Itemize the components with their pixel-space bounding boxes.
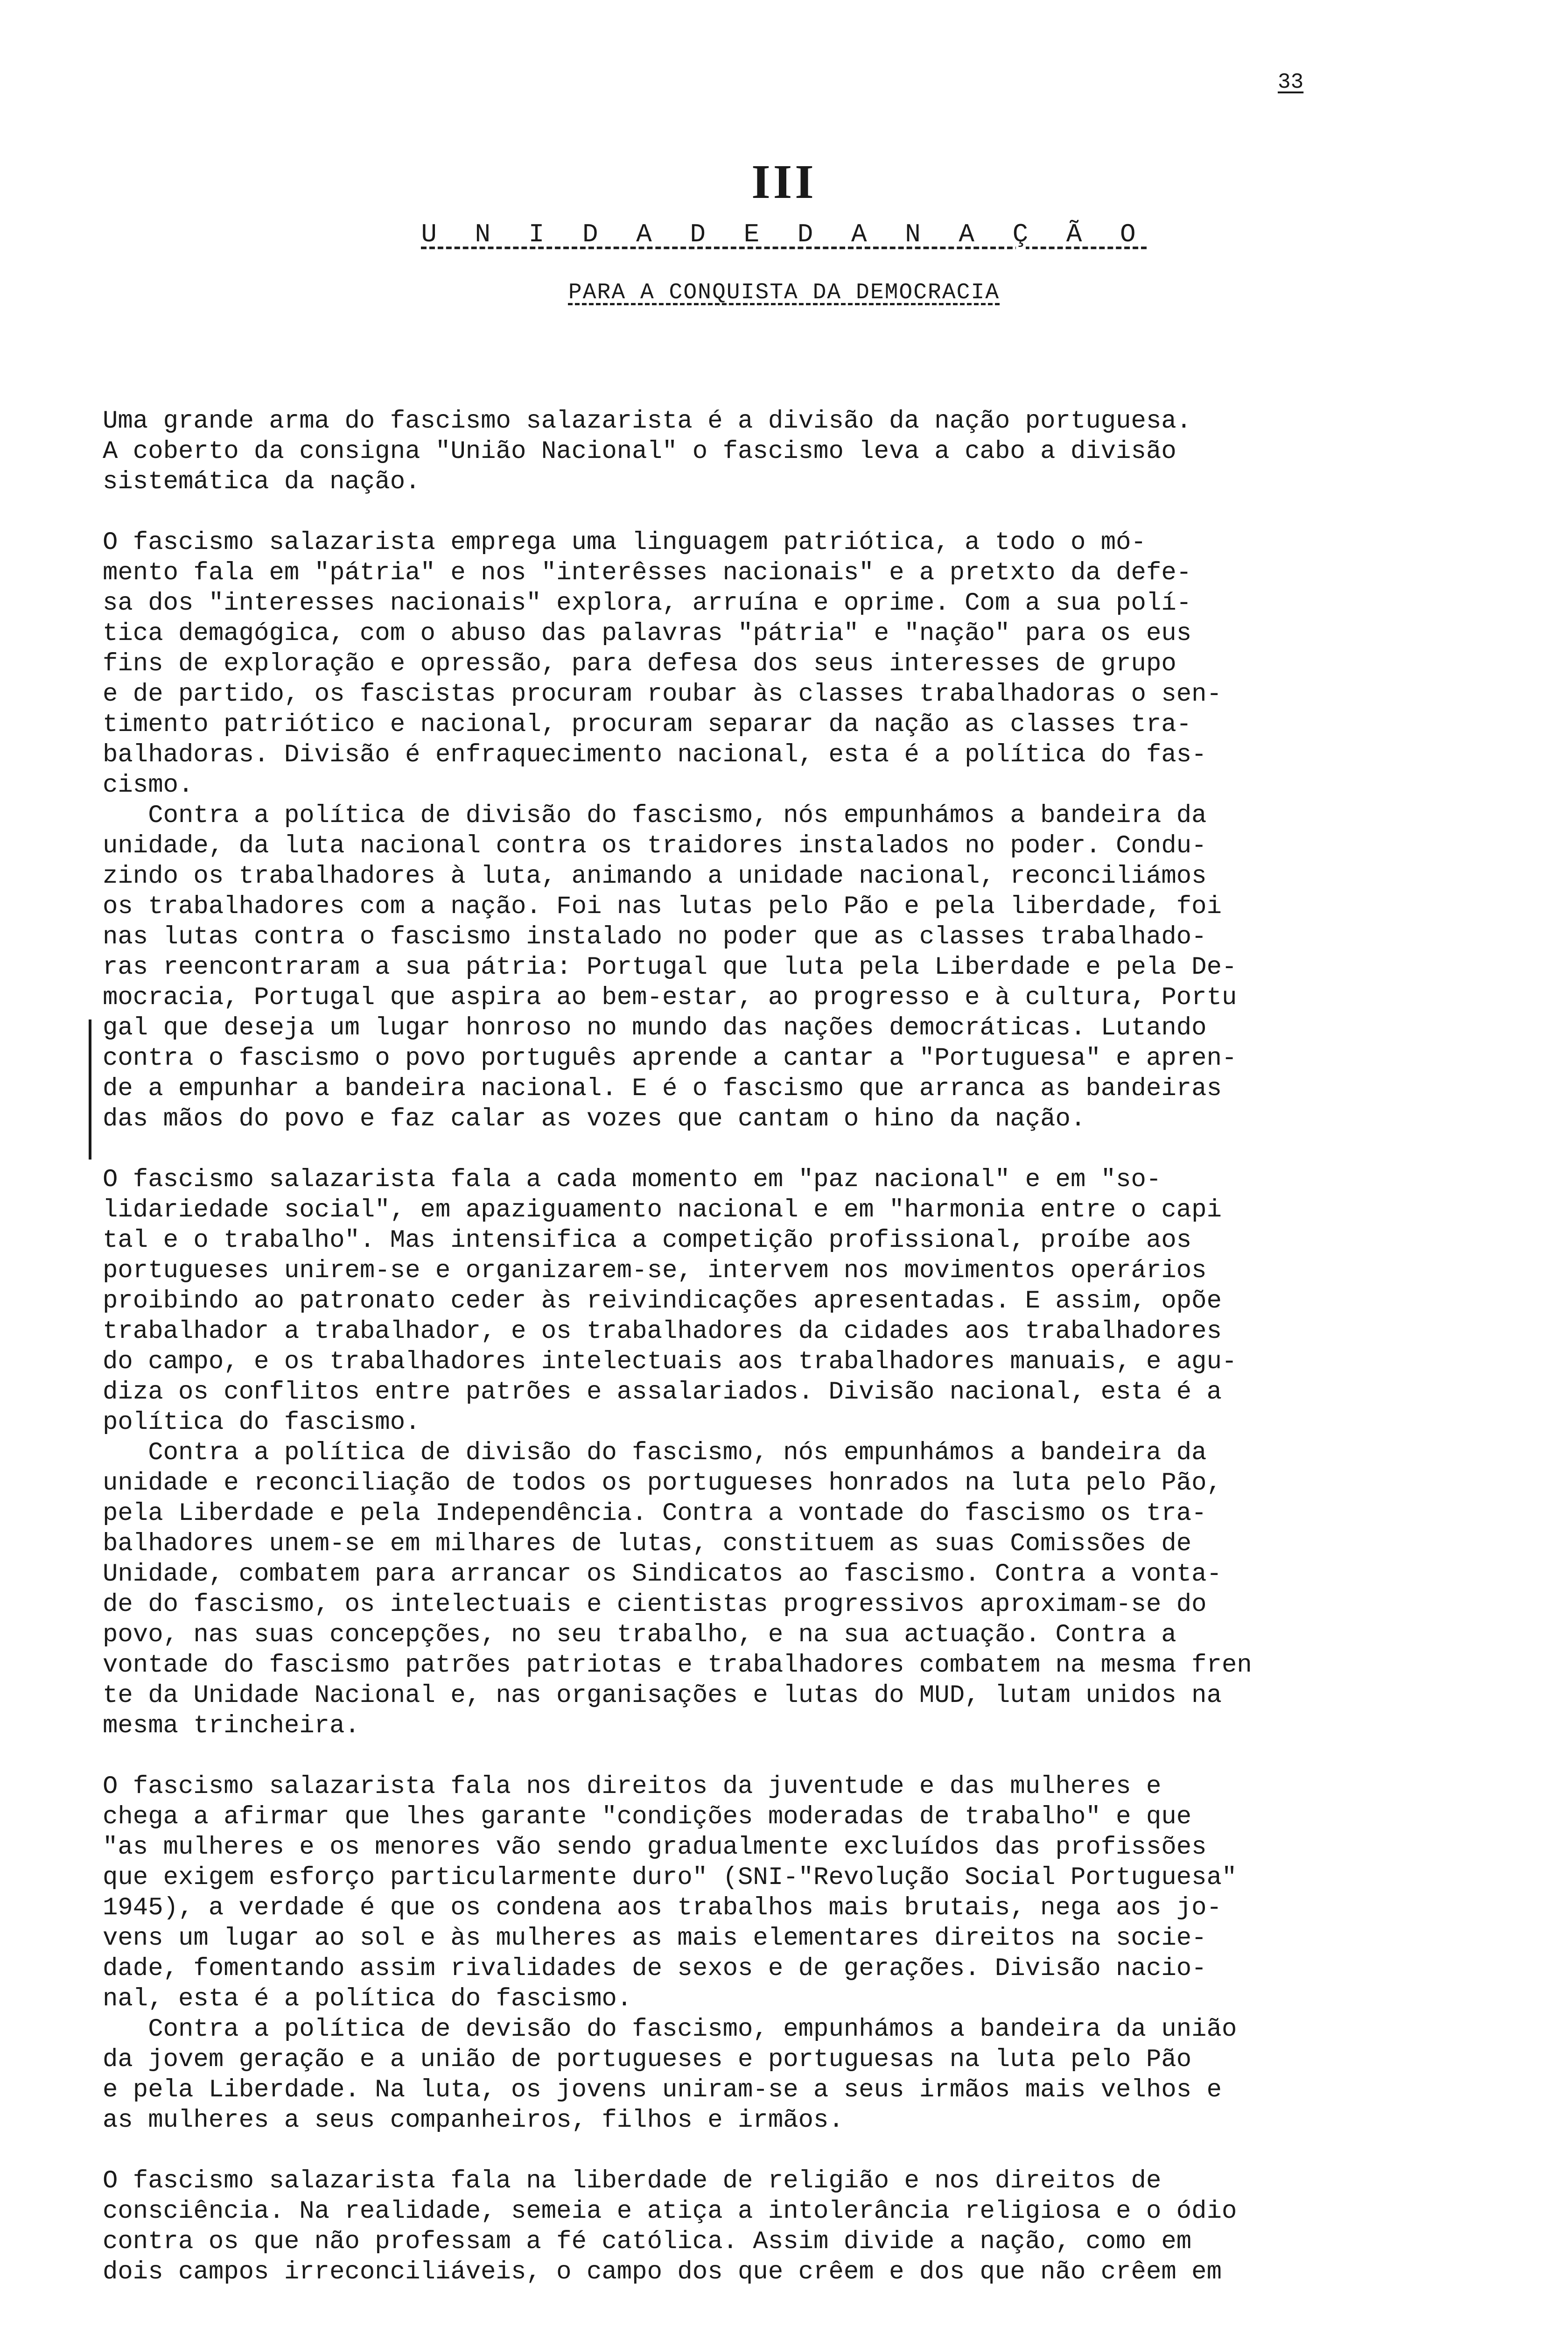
text-line: mesma trincheira. [103, 1712, 360, 1740]
text-line: O fascismo salazarista emprega uma linguagem patriótica, a todo o mó- [103, 528, 1146, 557]
text-line: balhadoras. Divisão é enfraquecimento nacional, esta é a política do fas- [103, 741, 1207, 769]
text-line: balhadores unem-se em milhares de lutas, constituem as suas Comissões de [103, 1530, 1192, 1558]
paragraph [103, 1165, 1465, 1741]
text-line: contra o fascismo o povo português aprende a cantar a "Portuguesa" e apren- [103, 1044, 1237, 1073]
text-line: tal e o trabalho". Mas intensifica a competição profissional, proíbe aos [103, 1226, 1192, 1255]
text-line: "as mulheres e os menores vão sendo gradualmente excluídos das profissões [103, 1833, 1207, 1862]
paragraph [103, 1772, 1465, 2136]
text-line: sistemática da nação. [103, 468, 420, 496]
text-line: unidade, da luta nacional contra os traidores instalados no poder. Condu- [103, 832, 1207, 860]
text-line: portugueses unirem-se e organizarem-se, intervem nos movimentos operários [103, 1257, 1207, 1285]
text-line: dois campos irreconciliáveis, o campo dos que crêem e dos que não crêem em [103, 2258, 1222, 2286]
text-line: Unidade, combatem para arrancar os Sindicatos ao fascismo. Contra a vonta- [103, 1560, 1222, 1589]
text-line: trabalhador a trabalhador, e os trabalhadores da cidades aos trabalhadores [103, 1317, 1222, 1346]
paragraph-gap [103, 497, 1465, 527]
text-line: as mulheres a seus companheiros, filhos e irmãos. [103, 2106, 844, 2135]
text-line: que exigem esforço particularmente duro" (SNI-"Revolução Social Portuguesa" [103, 1863, 1237, 1892]
text-line: lidariedade social", em apaziguamento nacional e em "harmonia entre o capi [103, 1196, 1222, 1224]
text-line: O fascismo salazarista fala na liberdade de religião e nos direitos de [103, 2167, 1162, 2195]
text-line: do campo, e os trabalhadores intelectuais aos trabalhadores manuais, e agu- [103, 1348, 1237, 1376]
text-line: contra os que não professam a fé católica. Assim divide a nação, como em [103, 2228, 1192, 2256]
text-line: vens um lugar ao sol e às mulheres as mais elementares direitos na socie- [103, 1924, 1207, 1953]
text-line: de do fascismo, os intelectuais e cientistas progressivos aproximam-se do [103, 1590, 1207, 1619]
text-line: O fascismo salazarista fala a cada momento em "paz nacional" e em "so- [103, 1166, 1162, 1194]
text-line: os trabalhadores com a nação. Foi nas lutas pelo Pão e pela liberdade, foi [103, 893, 1222, 921]
text-line: Contra a política de devisão do fascismo, empunhámos a bandeira da união [103, 2015, 1237, 2044]
text-line: povo, nas suas concepções, no seu trabalho, e na sua actuação. Contra a [103, 1621, 1176, 1649]
paragraph [103, 2166, 1465, 2287]
text-line: chega a afirmar que lhes garante "condições moderadas de trabalho" e que [103, 1803, 1192, 1831]
text-line: mocracia, Portugal que aspira ao bem-estar, ao progresso e à cultura, Portu [103, 984, 1237, 1012]
text-line: nal, esta é a política do fascismo. [103, 1985, 632, 2013]
text-line: consciência. Na realidade, semeia e atiça a intolerância religiosa e o ódio [103, 2197, 1237, 2226]
chapter-number: III [751, 155, 817, 209]
text-line: A coberto da consigna "União Nacional" o fascismo leva a cabo a divisão [103, 437, 1176, 466]
paragraph [103, 406, 1465, 497]
text-line: proibindo ao patronato ceder às reivindicações apresentadas. E assim, opõe [103, 1287, 1222, 1315]
paragraph [103, 527, 1465, 1134]
text-line: vontade do fascismo patrões patriotas e trabalhadores combatem na mesma fren [103, 1651, 1252, 1680]
paragraph-gap [103, 2136, 1465, 2166]
margin-mark [89, 1019, 91, 1160]
chapter-subtitle: PARA A CONQUISTA DA DEMOCRACIA [568, 280, 1000, 305]
text-line: de a empunhar a bandeira nacional. E é o fascismo que arranca as bandeiras [103, 1075, 1222, 1103]
text-line: timento patriótico e nacional, procuram separar da nação as classes tra- [103, 710, 1192, 739]
paragraph-gap [103, 1134, 1465, 1165]
text-line: unidade e reconciliação de todos os portugueses honrados na luta pelo Pão, [103, 1469, 1222, 1497]
text-line: O fascismo salazarista fala nos direitos da juventude e das mulheres e [103, 1772, 1162, 1801]
page-number: 33 [1278, 70, 1304, 94]
body-text [103, 406, 1465, 2287]
text-line: fins de exploração e opressão, para defesa dos seus interesses de grupo [103, 650, 1176, 678]
text-line: tica demagógica, com o abuso das palavras "pátria" e "nação" para os eus [103, 619, 1192, 648]
text-line: sa dos "interesses nacionais" explora, arruína e oprime. Com a sua polí- [103, 589, 1192, 618]
text-line: gal que deseja um lugar honroso no mundo das nações democráticas. Lutando [103, 1014, 1207, 1042]
text-line: mento fala em "pátria" e nos "interêsses nacionais" e a pretxto da defe- [103, 559, 1192, 587]
text-line: nas lutas contra o fascismo instalado no poder que as classes trabalhado- [103, 923, 1207, 951]
text-line: cismo. [103, 771, 194, 800]
text-line: dade, fomentando assim rivalidades de sexos e de gerações. Divisão nacio- [103, 1954, 1207, 1983]
text-line: da jovem geração e a união de portugueses e portuguesas na luta pelo Pão [103, 2046, 1192, 2074]
text-line: e de partido, os fascistas procuram roubar às classes trabalhadoras o sen- [103, 680, 1222, 709]
text-line: Uma grande arma do fascismo salazarista é a divisão da nação portuguesa. [103, 407, 1192, 436]
text-line: zindo os trabalhadores à luta, animando a unidade nacional, reconciliámos [103, 862, 1207, 891]
text-line: ras reencontraram a sua pátria: Portugal que luta pela Liberdade e pela De- [103, 953, 1237, 982]
text-line: das mãos do povo e faz calar as vozes que cantam o hino da nação. [103, 1105, 1086, 1133]
paragraph-gap [103, 1741, 1465, 1772]
text-line: Contra a política de divisão do fascismo, nós empunhámos a bandeira da [103, 1439, 1207, 1467]
text-line: política do fascismo. [103, 1408, 420, 1437]
text-line: e pela Liberdade. Na luta, os jovens uniram-se a seus irmãos mais velhos e [103, 2076, 1222, 2104]
text-line: Contra a política de divisão do fascismo, nós empunhámos a bandeira da [103, 801, 1207, 830]
chapter-title: U N I D A D E D A N A Ç Ã O [421, 219, 1147, 249]
text-line: diza os conflitos entre patrões e assalariados. Divisão nacional, esta é a [103, 1378, 1222, 1406]
text-line: 1945), a verdade é que os condena aos trabalhos mais brutais, nega aos jo- [103, 1894, 1222, 1922]
text-line: pela Liberdade e pela Independência. Contra a vontade do fascismo os tra- [103, 1499, 1207, 1528]
text-line: te da Unidade Nacional e, nas organisações e lutas do MUD, lutam unidos na [103, 1681, 1222, 1710]
